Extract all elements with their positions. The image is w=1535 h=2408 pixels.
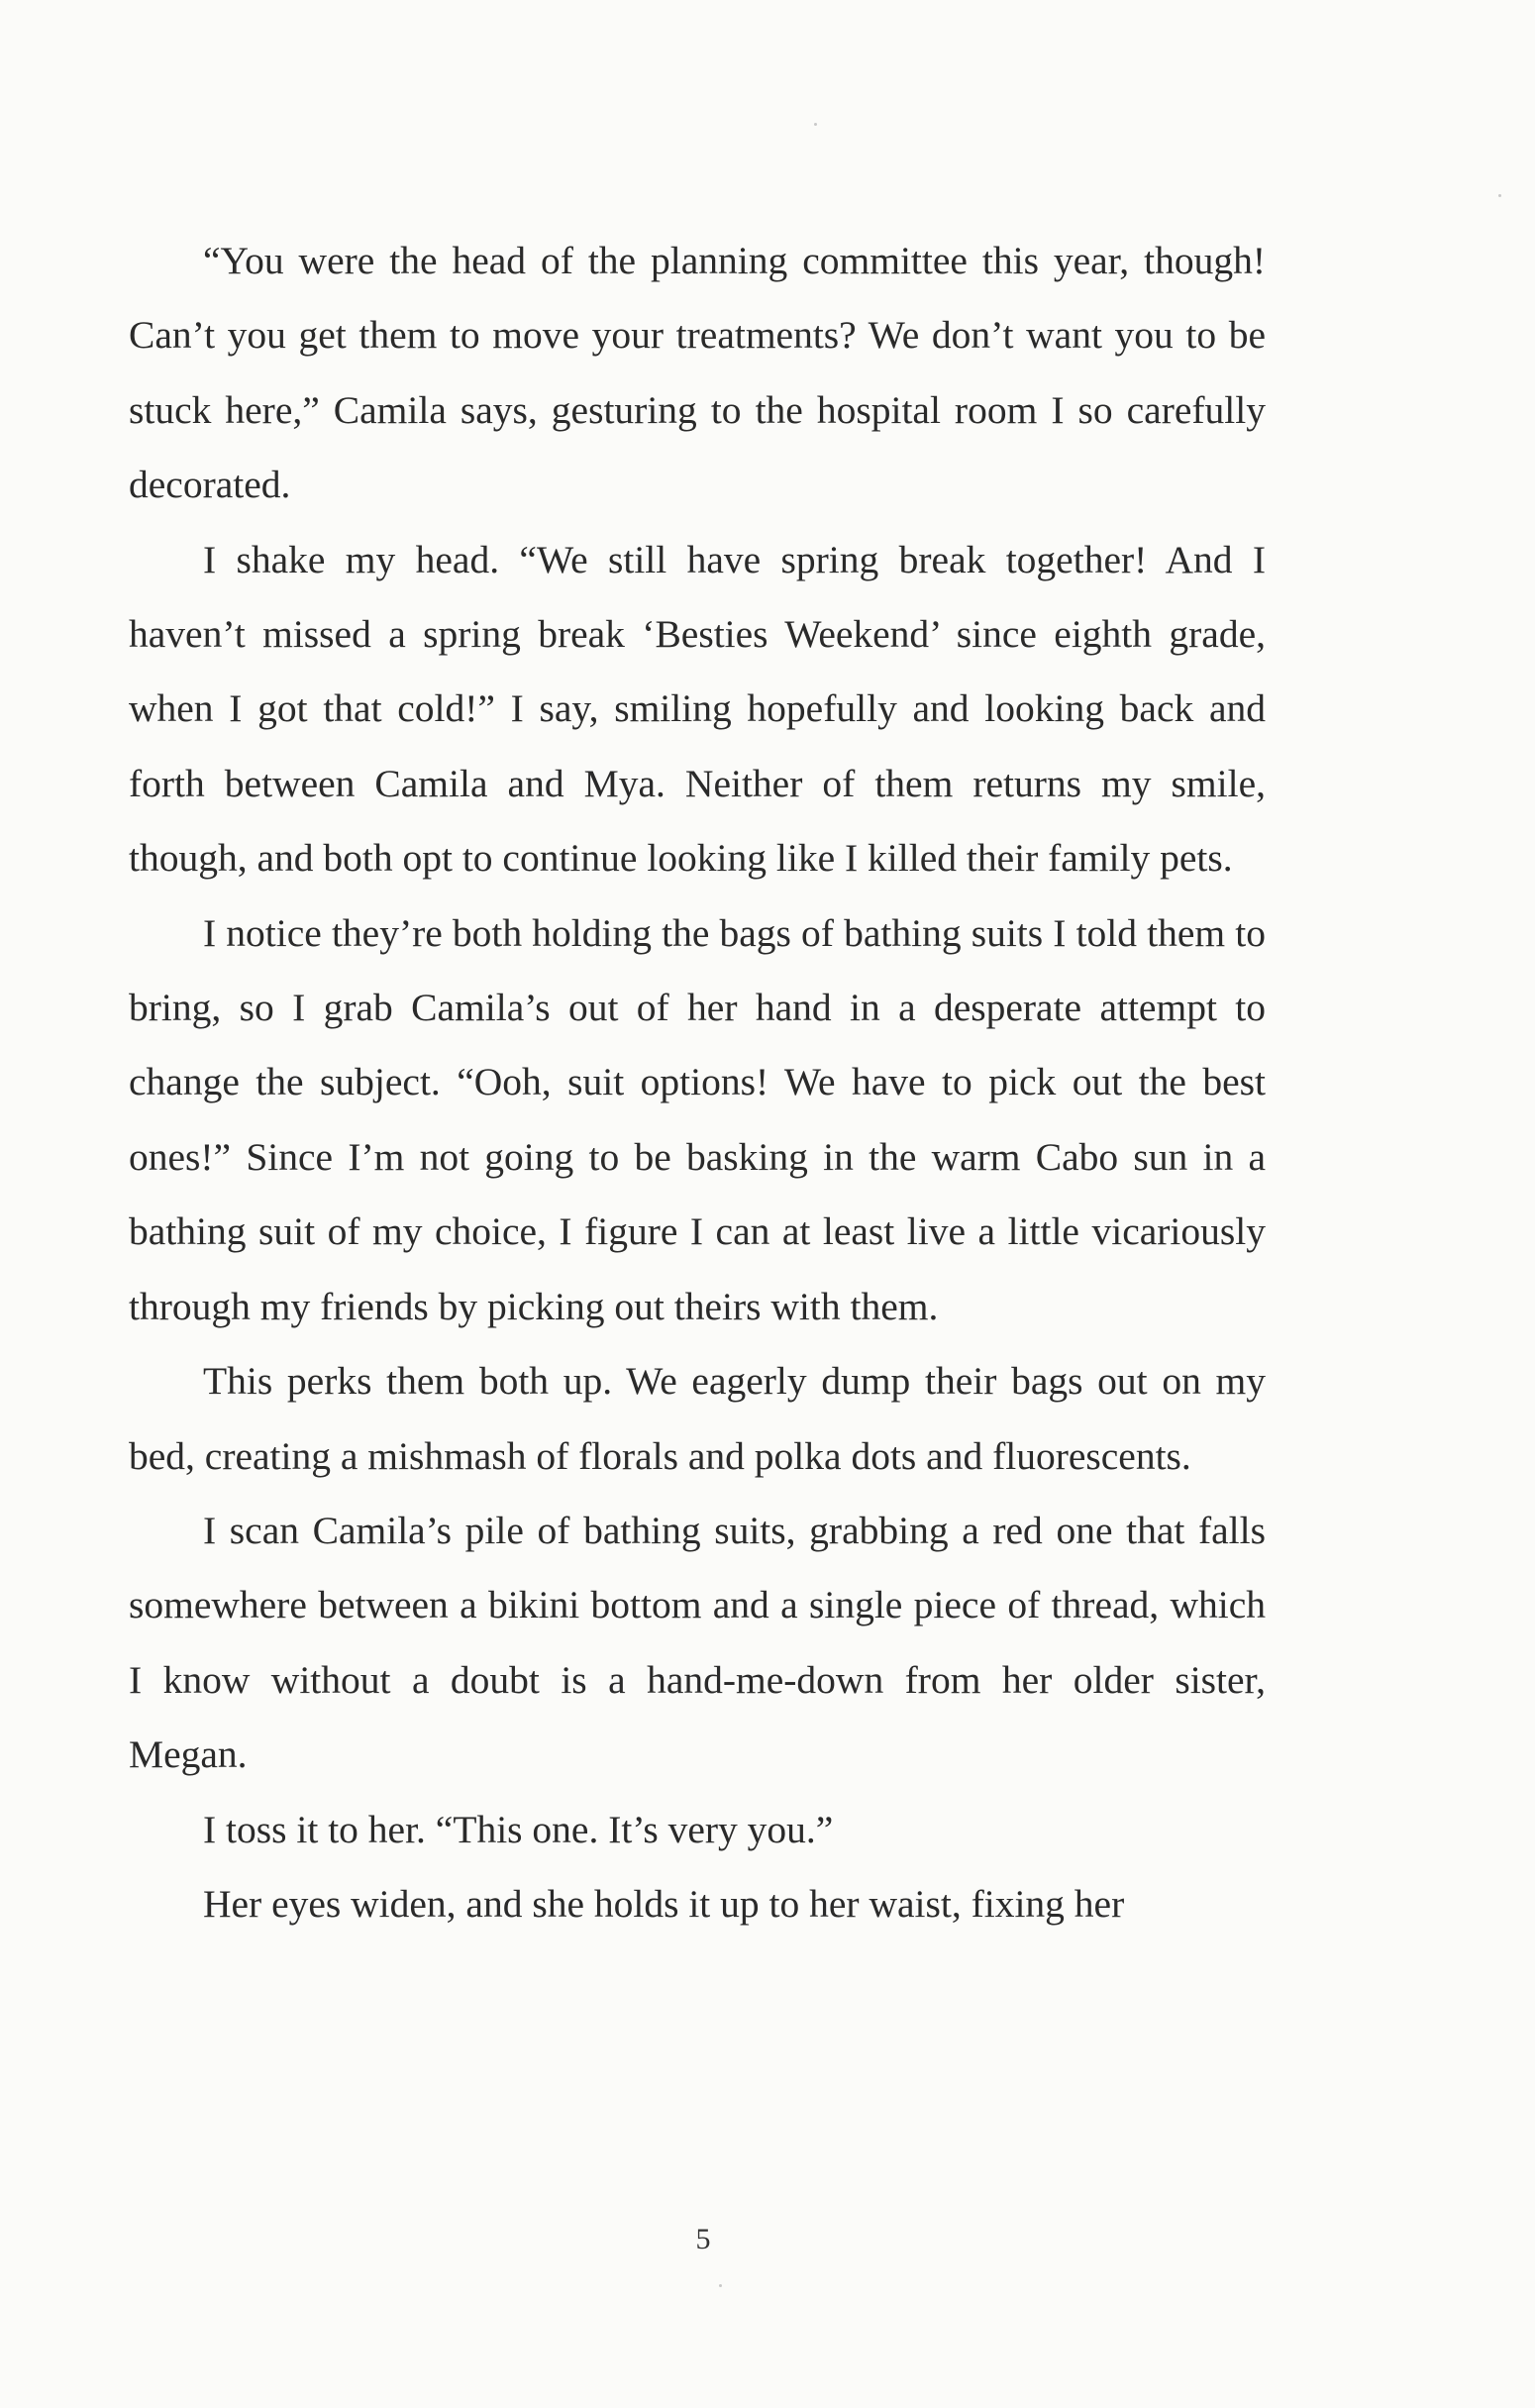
paragraph-6: I toss it to her. “This one. It’s very you.”	[203, 1807, 834, 1851]
body-text	[129, 224, 1266, 1941]
paragraph-3: I notice they’re both holding the bags of bathing suits I told them to bring, so I grab Camila’s out of her hand in a desperate attempt to change the subject. “Ooh, suit options! We have to pick out the best ones!” Since I’m not going to be basking in the warm Cabo sun in a bathing suit of my choice, I figure I can at least live a little vicariously through my friends by picking out theirs with them.	[129, 910, 1266, 1328]
paper-speck	[1498, 194, 1501, 197]
paragraph-5: I scan Camila’s pile of bathing suits, grabbing a red one that falls somewhere between a bikini bottom and a single piece of thread, which I know without a doubt is a hand-me-down from her older sister, Megan.	[129, 1508, 1266, 1777]
paragraph-7: Her eyes widen, and she holds it up to her waist, fixing her	[203, 1881, 1125, 1926]
paragraph-1: “You were the head of the planning committee this year, though! Can’t you get them to move your treatments? We don’t want you to be stuck here,” Camila says, gesturing to the hospital room I so carefully decorated.	[129, 239, 1266, 507]
paragraph-2: I shake my head. “We still have spring break together! And I haven’t missed a spring break ‘Besties Weekend’ since eighth grade, when I got that cold!” I say, smiling hopefully and looking back and forth between Camila and Mya. Neither of them returns my smile, though, and both opt to continue looking like I killed their family pets.	[129, 537, 1266, 881]
paper-speck	[719, 2284, 722, 2287]
page-number: 5	[695, 2223, 711, 2255]
paper-speck	[814, 123, 817, 126]
paragraph-4: This perks them both up. We eagerly dump their bags out on my bed, creating a mishmash of florals and polka dots and fluorescents.	[129, 1359, 1266, 1478]
